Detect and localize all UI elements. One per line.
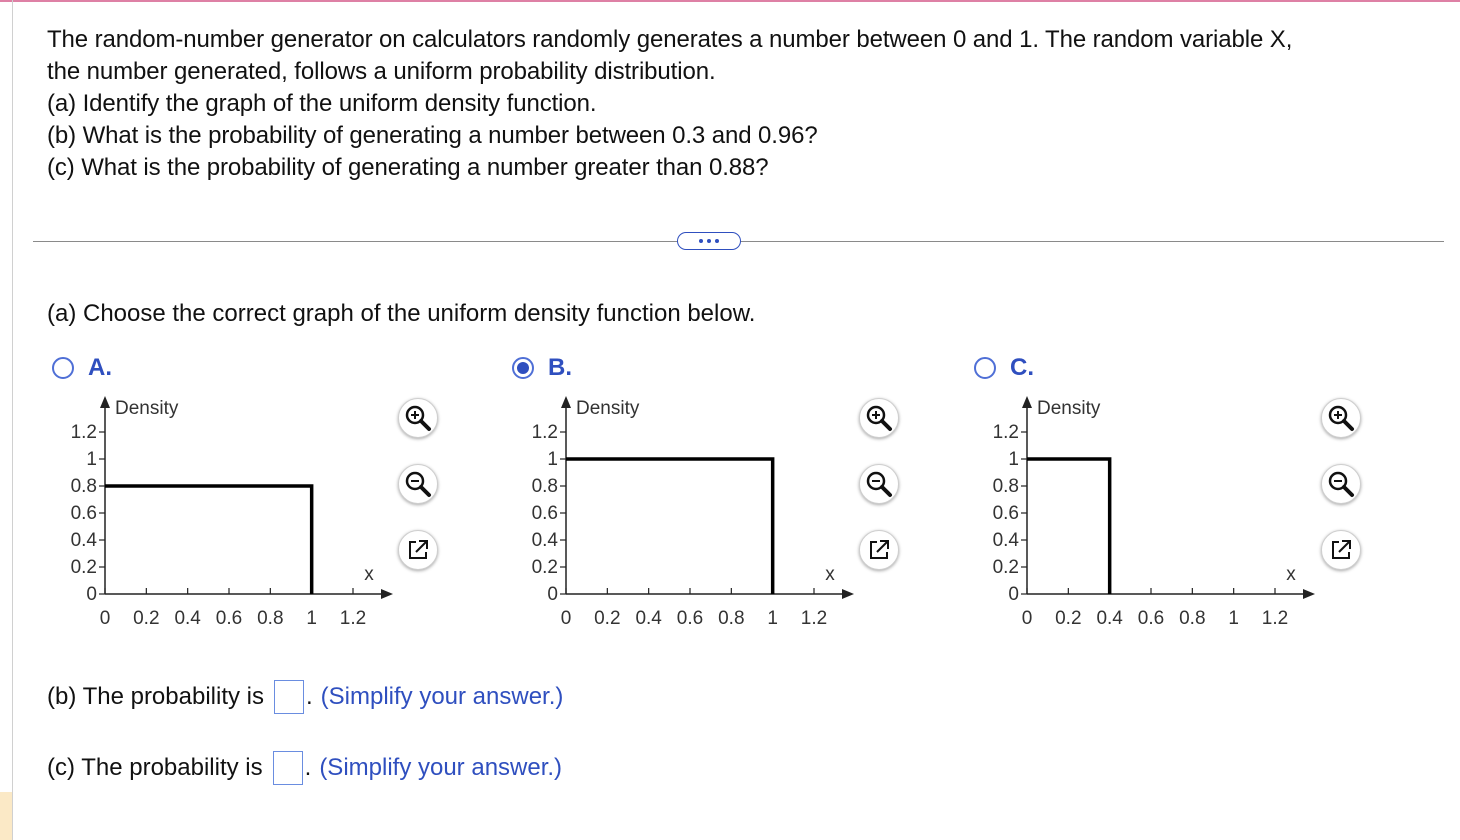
y-tick-label: 1 [547,449,558,470]
y-tick-label: 0.8 [531,476,558,497]
part-b-suffix: . [305,683,313,710]
y-tick-label: 1.2 [992,422,1019,443]
x-axis-label: x [364,564,374,585]
x-tick-label: 0 [1021,608,1033,629]
question-line: The random-number generator on calculators randomly generates a number between 0 and 1. The random variable X, [47,26,1293,53]
x-tick-label: 0.8 [718,608,745,629]
x-tick-label: 0.8 [1179,608,1206,629]
option-b-chart [516,392,861,632]
y-tick-label: 0.8 [992,476,1019,497]
y-tick-label: 0.6 [70,503,97,524]
x-tick-label: 0.4 [174,608,201,629]
question-line: the number generated, follows a uniform probability distribution. [47,58,716,85]
part-c-answer-input[interactable] [273,751,303,785]
y-tick-label: 1.2 [70,422,97,443]
part-b-label: (b) The probability is [47,683,264,710]
x-tick-label: 0.2 [594,608,621,629]
y-tick-label: 0.2 [70,557,97,578]
x-axis-label: x [825,564,835,585]
x-tick-label: 1.2 [800,608,828,629]
x-tick-label: 0 [99,608,111,629]
x-tick-label: 1 [767,608,778,629]
y-tick-label: 0 [1008,584,1019,605]
part-b-answer-input[interactable] [274,680,304,714]
density-line [566,459,773,594]
y-tick-label: 0.4 [531,530,558,551]
option-c-chart [977,392,1322,632]
y-tick-label: 1 [86,449,97,470]
option-c-zoom-out-button[interactable] [1321,464,1361,504]
option-a-radio[interactable] [52,357,74,379]
option-a-choice[interactable] [52,350,112,386]
open-new-window-icon [866,537,892,563]
y-tick-label: 0 [86,584,97,605]
option-c-zoom-in-button[interactable] [1321,398,1361,438]
y-tick-label: 0.2 [992,557,1019,578]
y-axis-label: Density [115,398,179,419]
x-tick-label: 1 [306,608,317,629]
option-b-zoom-out-button[interactable] [859,464,899,504]
x-tick-label: 1 [1228,608,1239,629]
x-tick-label: 0.6 [676,608,704,629]
x-axis-arrow [381,589,393,599]
option-a-zoom-out-button[interactable] [398,464,438,504]
x-tick-label: 0.4 [635,608,662,629]
y-tick-label: 0.2 [531,557,558,578]
ellipsis-icon [707,239,711,243]
y-axis-arrow [100,396,110,408]
option-a-letter: A. [88,354,112,381]
density-line [105,486,312,594]
top-border [0,0,1460,2]
part-c-suffix: . [304,754,312,781]
zoom-in-icon [864,403,894,433]
option-b-open-new-button[interactable] [859,530,899,570]
question-text [47,24,1427,184]
question-line: (a) Identify the graph of the uniform density function. [47,90,597,117]
y-tick-label: 0.4 [992,530,1019,551]
x-tick-label: 0.2 [1055,608,1082,629]
zoom-in-icon [403,403,433,433]
option-a-chart [55,392,400,632]
part-a-prompt: (a) Choose the correct graph of the uniform density function below. [47,300,756,327]
x-tick-label: 1.2 [339,608,367,629]
y-axis-arrow [561,396,571,408]
y-tick-label: 0.4 [70,530,97,551]
y-axis-label: Density [576,398,640,419]
option-c-open-new-button[interactable] [1321,530,1361,570]
question-line: (c) What is the probability of generating a number greater than 0.88? [47,154,769,181]
ellipsis-icon [715,239,719,243]
x-tick-label: 0 [560,608,572,629]
zoom-out-icon [864,469,894,499]
y-tick-label: 1 [1008,449,1019,470]
option-b-radio[interactable] [512,357,534,379]
y-tick-label: 0 [547,584,558,605]
zoom-out-icon [403,469,433,499]
part-b-hint: (Simplify your answer.) [320,683,564,710]
x-tick-label: 0.2 [133,608,160,629]
option-b-choice[interactable] [512,350,572,386]
left-border [12,0,13,840]
y-axis-arrow [1022,396,1032,408]
option-c-radio[interactable] [974,357,996,379]
open-new-window-icon [405,537,431,563]
part-c-label: (c) The probability is [47,754,263,781]
option-a-zoom-in-button[interactable] [398,398,438,438]
option-a-open-new-button[interactable] [398,530,438,570]
option-b-zoom-in-button[interactable] [859,398,899,438]
x-tick-label: 1.2 [1261,608,1289,629]
question-line: (b) What is the probability of generating a number between 0.3 and 0.96? [47,122,818,149]
ellipsis-icon [699,239,703,243]
x-tick-label: 0.4 [1096,608,1123,629]
open-new-window-icon [1328,537,1354,563]
expand-question-button[interactable] [677,232,741,250]
option-c-choice[interactable] [974,350,1034,386]
option-c-letter: C. [1010,354,1034,381]
y-axis-label: Density [1037,398,1101,419]
x-tick-label: 0.8 [257,608,284,629]
x-axis-arrow [842,589,854,599]
part-c-answer-line [47,751,562,785]
left-marker [0,792,12,840]
y-tick-label: 0.6 [531,503,558,524]
x-tick-label: 0.6 [215,608,243,629]
part-c-hint: (Simplify your answer.) [319,754,563,781]
part-b-answer-line [47,680,563,714]
option-b-letter: B. [548,354,572,381]
zoom-in-icon [1326,403,1356,433]
density-line [1027,459,1110,594]
y-tick-label: 0.8 [70,476,97,497]
x-tick-label: 0.6 [1137,608,1165,629]
zoom-out-icon [1326,469,1356,499]
x-axis-label: x [1286,564,1296,585]
x-axis-arrow [1303,589,1315,599]
y-tick-label: 0.6 [992,503,1019,524]
y-tick-label: 1.2 [531,422,558,443]
